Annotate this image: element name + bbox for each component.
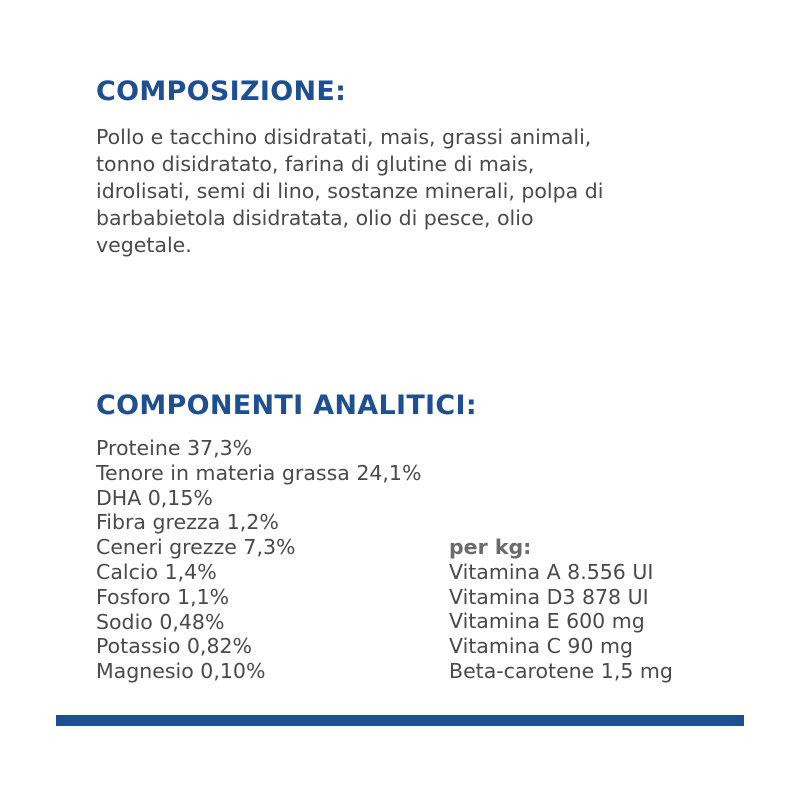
per-kg-label: per kg: bbox=[449, 535, 532, 559]
analytic-item: Fibra grezza 1,2% bbox=[96, 510, 279, 535]
analytic-item: Ceneri grezze 7,3% bbox=[96, 535, 296, 560]
bottom-divider-bar bbox=[56, 715, 744, 726]
vitamin-item: Vitamina E 600 mg bbox=[449, 609, 645, 634]
vitamin-item: Vitamina D3 878 UI bbox=[449, 584, 649, 609]
analytic-item: DHA 0,15% bbox=[96, 485, 213, 510]
analytic-item: Tenore in materia grassa 24,1% bbox=[96, 460, 422, 485]
analytic-item: Potassio 0,82% bbox=[96, 634, 253, 659]
analytic-item: Magnesio 0,10% bbox=[96, 659, 266, 684]
vitamin-item: Beta-carotene 1,5 mg bbox=[449, 658, 673, 683]
analytic-item: Fosforo 1,1% bbox=[96, 584, 230, 609]
vitamin-item: Vitamina C 90 mg bbox=[449, 634, 634, 659]
composition-text: Pollo e tacchino disidratati, mais, grassi animali, tonno disidratato, farina di glutine di mais, idrolisati, semi di lino, sostanze minerali, polpa di barbabietola disidratata, olio di pesce, olio vegetale. bbox=[96, 125, 604, 257]
analytic-item: Sodio 0,48% bbox=[96, 609, 225, 634]
analytic-components-list bbox=[96, 436, 421, 684]
composition-heading: COMPOSIZIONE: bbox=[96, 76, 347, 107]
vitamin-item: Vitamina A 8.556 UI bbox=[449, 559, 654, 584]
vitamins-per-kg-list bbox=[449, 535, 673, 684]
analytic-components-heading: COMPONENTI ANALITICI: bbox=[96, 390, 477, 421]
analytic-item: Calcio 1,4% bbox=[96, 559, 217, 584]
analytic-item: Proteine 37,3% bbox=[96, 436, 253, 460]
